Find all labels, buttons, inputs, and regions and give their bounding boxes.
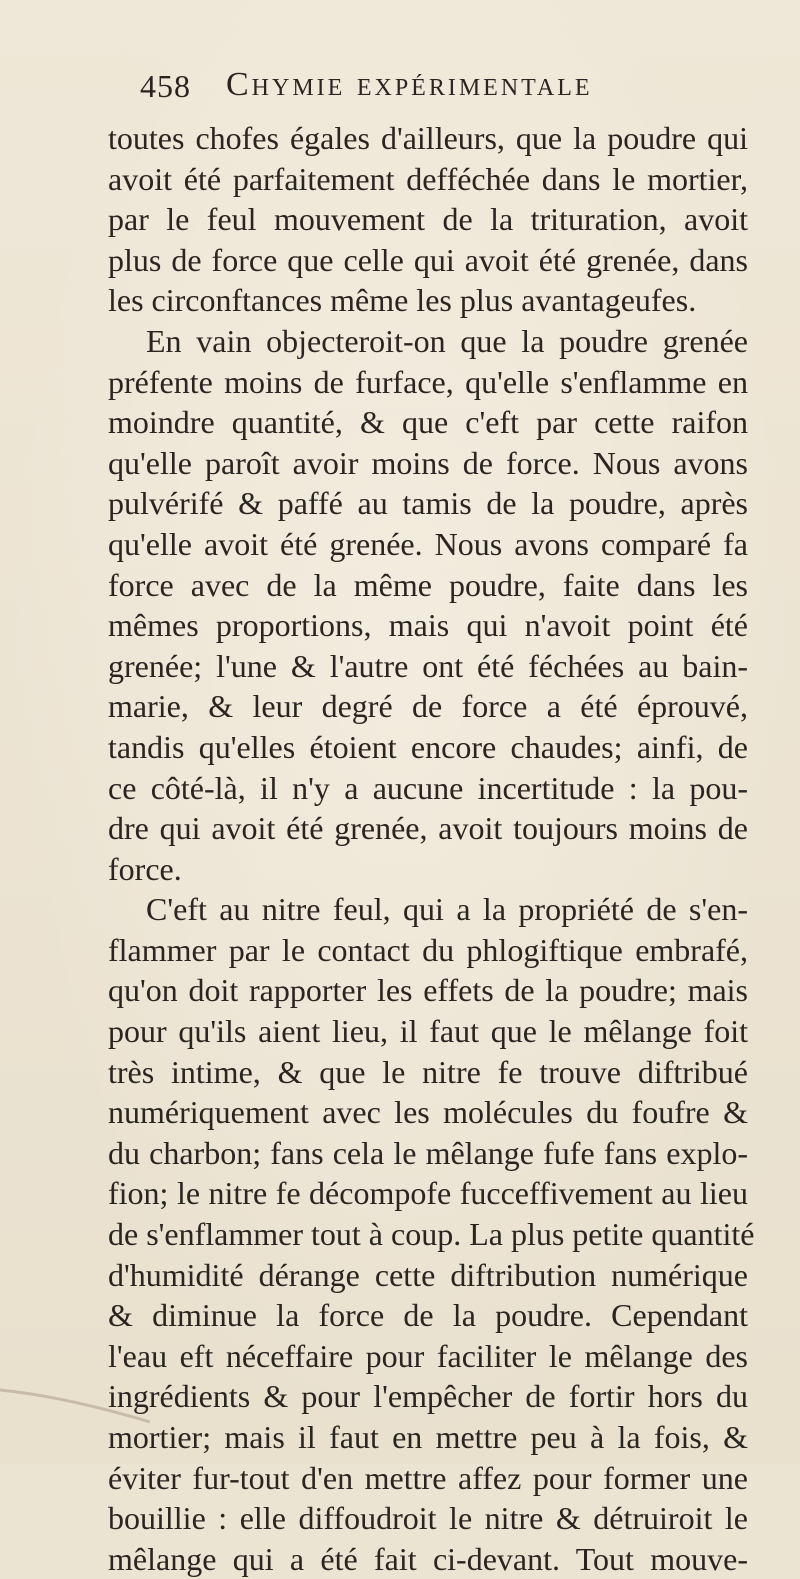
text-line: toutes chofes égales d'ailleurs, que la poudre qui [108, 120, 748, 156]
text-line: les circonftances même les plus avantageufes. [108, 282, 697, 319]
text-line: marie, & leur degré de force a été éprouvé, [108, 688, 748, 725]
text-line: plus de force que celle qui avoit été grenée, dans [108, 241, 748, 278]
text-line: préfente moins de furface, qu'elle s'enflamme en [108, 363, 748, 400]
text-line: mêlange qui a été fait ci-devant. Tout mouve- [108, 1540, 748, 1577]
text-line: dre qui avoit été grenée, avoit toujours moins de [108, 810, 748, 847]
running-title: Chymie expérimentale [226, 66, 593, 103]
text-line: ingrédients & pour l'empêcher de fortir hors du [108, 1378, 748, 1415]
text-line: force avec de la même poudre, faite dans les [108, 566, 748, 603]
text-line: ce côté-là, il n'y a aucune incertitude : la pou- [108, 769, 748, 806]
text-line: de s'enflammer tout à coup. La plus petite quantité [108, 1216, 755, 1253]
body-text [108, 118, 755, 1579]
text-line: flammer par le contact du phlogiftique embrafé, [108, 931, 748, 968]
text-line: d'humidité dérange cette diftribution numérique [108, 1256, 748, 1293]
text-line: du charbon; fans cela le mêlange fufe fans explo- [108, 1134, 748, 1171]
text-line: tandis qu'elles étoient encore chaudes; ainfi, de [108, 728, 748, 765]
text-line: bouillie : elle diffoudroit le nitre & détruiroit le [108, 1500, 748, 1537]
text-line: avoit été parfaitement defféchée dans le mortier, [108, 160, 748, 197]
paragraph-start-line: En vain objecteroit-on que la poudre grenée [146, 322, 748, 359]
text-line: pulvérifé & paffé au tamis de la poudre, après [108, 485, 748, 522]
text-line: qu'elle avoit été grenée. Nous avons comparé fa [108, 525, 748, 562]
text-line: qu'on doit rapporter les effets de la poudre; mais [108, 972, 748, 1009]
page-edge-mark [0, 1384, 160, 1424]
text-line: qu'elle paroît avoir moins de force. Nous avons [108, 444, 748, 481]
text-line: très intime, & que le nitre fe trouve diftribué [108, 1053, 748, 1090]
text-line: mortier; mais il faut en mettre peu à la fois, & [108, 1419, 748, 1455]
text-line: mêmes proportions, mais qui n'avoit point été [108, 607, 748, 644]
text-line: l'eau eft néceffaire pour faciliter le mêlange des [108, 1337, 748, 1374]
text-line: pour qu'ils aient lieu, il faut que le mêlange foit [108, 1013, 748, 1050]
paragraph-start-line: C'eft au nitre feul, qui a la propriété de s'en- [146, 891, 748, 928]
text-line: éviter fur-tout d'en mettre affez pour former une [108, 1459, 748, 1496]
text-line: numériquement avec les molécules du foufre & [108, 1094, 748, 1131]
text-line: & diminue la force de la poudre. Cependant [108, 1297, 748, 1334]
text-line: moindre quantité, & que c'eft par cette raifon [108, 404, 748, 441]
text-line: force. [108, 850, 182, 887]
text-line: grenée; l'une & l'autre ont été féchées au bain- [108, 647, 748, 684]
text-line: fion; le nitre fe décompofe fucceffivement au lieu [108, 1175, 748, 1212]
text-line: par le feul mouvement de la trituration, avoit [108, 201, 748, 238]
page-header [140, 66, 740, 110]
page-number: 458 [140, 68, 191, 104]
